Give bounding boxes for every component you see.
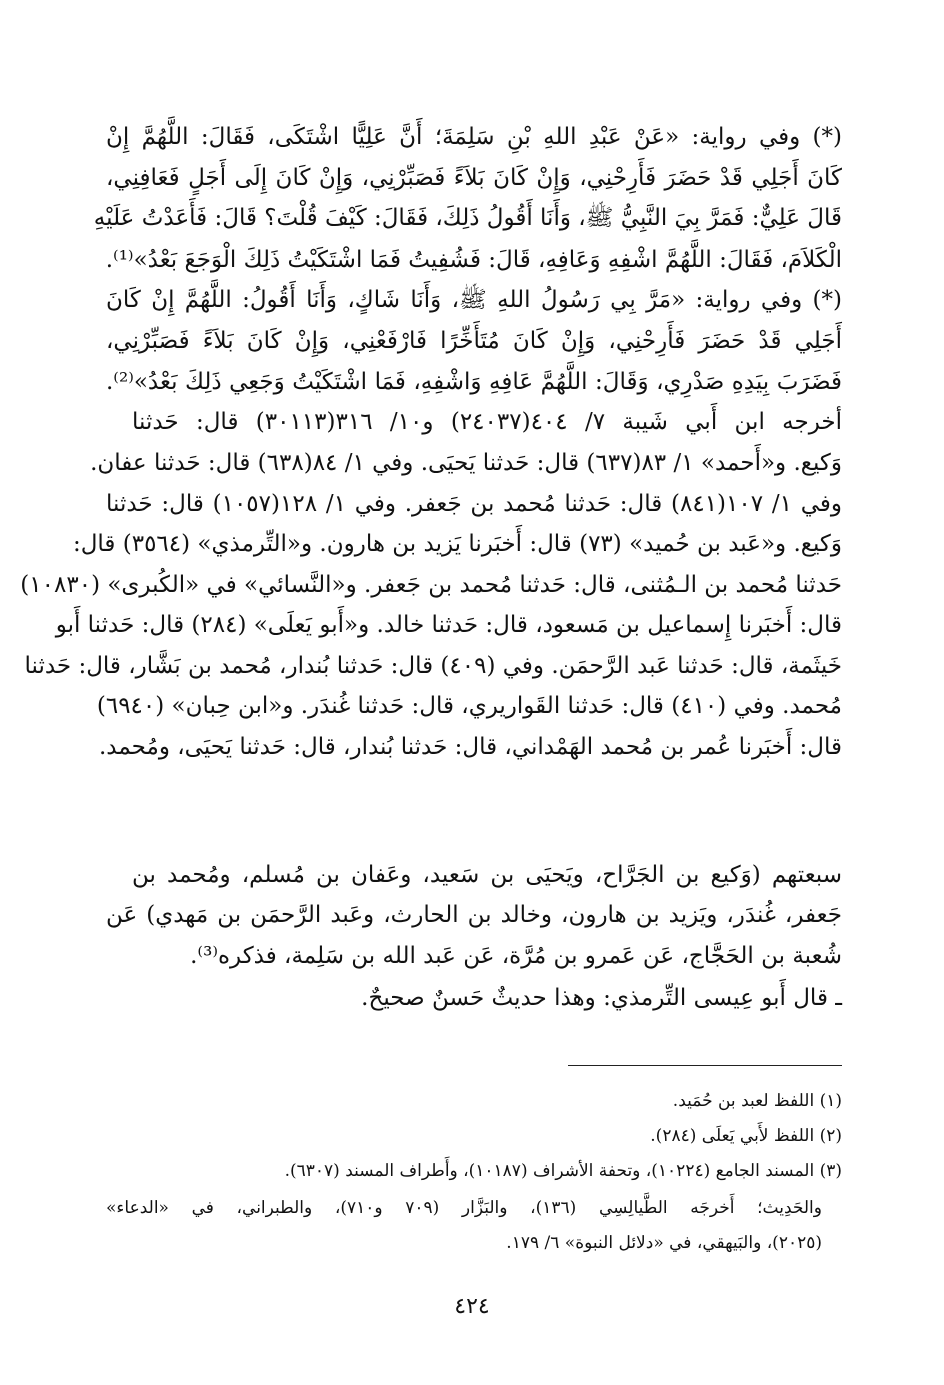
body-line: حَدثنا مُحمد بن الـمُثنى، قال: حَدثنا مُحمد بن جَعفر. و«النَّسائي» في «الكُبرى» (١٠٨٣٠)	[20, 572, 842, 598]
body-line: شُعبة بن الحَجَّاج، عَن عَمرو بن مُرَّة، عَن عَبد الله بن سَلِمة، فذكره⁽³⁾.	[190, 943, 842, 969]
footnote-divider	[568, 1065, 842, 1066]
body-line: أخرجه ابن أَبي شَيبة ٧/ ٤٠٤(٢٤٠٣٧) و١٠/ ٣١٦(٣٠١١٣) قال: حَدثنا	[132, 409, 843, 435]
body-line: وَكيع. و«أَحمد» ١/ ٨٣(٦٣٧) قال: حَدثنا يَحيَى. وفي ١/ ٨٤(٦٣٨) قال: حَدثنا عفان.	[90, 450, 842, 476]
page-number: ٤٢٤	[454, 1294, 490, 1319]
footnote: (٢) اللفظ لأَبي يَعلَى (٢٨٤).	[650, 1126, 842, 1146]
footnote: (٢٠٢٥)، والبَيهقي، في «دلائل النبوة» ٦/ ١٧٩.	[506, 1233, 822, 1253]
body-line: جَعفر، غُندَر، ويَزيد بن هارون، وخالد بن الحارث، وعَبد الرَّحمَن بن مَهدي) عَن	[106, 902, 842, 928]
body-line: فَضَرَبَ بِيَدِهِ صَدْرِي، وَقَالَ: اللَّهُمَّ عَافِهِ وَاشْفِهِ، فَمَا اشْتَكَيْتُ وَجَعِي ذَلِكَ بَعْدُ»⁽²⁾.	[106, 369, 842, 395]
body-line: (*) وفي رواية: «عَنْ عَبْدِ اللهِ بْنِ سَلِمَةَ؛ أَنَّ عَلِيًّا اشْتَكَى، فَقَالَ: اللَّهُمَّ إِنْ	[106, 124, 842, 150]
body-line: وَكيع. و«عَبد بن حُميد» (٧٣) قال: أَخبَرنا يَزيد بن هارون. و«التِّرمذي» (٣٥٦٤) قال:	[72, 531, 842, 557]
body-line: وفي ١/ ١٠٧(٨٤١) قال: حَدثنا مُحمد بن جَعفر. وفي ١/ ١٢٨(١٠٥٧) قال: حَدثنا	[106, 491, 842, 517]
body-line: سبعتهم (وَكيع بن الجَرَّاح، ويَحيَى بن سَعيد، وعَفان بن مُسلم، ومُحمد بن	[132, 862, 842, 888]
body-line: مُحمد. وفي (٤١٠) قال: حَدثنا القَواريري، قال: حَدثنا غُندَر. و«ابن حِبان» (٦٩٤٠)	[96, 693, 842, 719]
body-line: كَانَ أَجَلِي قَدْ حَضَرَ فَأَرِحْنِي، وَإِنْ كَانَ بَلاَءً فَصَبِّرْنِي، وَإِنْ كَانَ إِلَى أَجَلٍ فَعَافِنِي،	[106, 165, 843, 191]
body-line: (*) وفي رواية: «مَرَّ بِي رَسُولُ اللهِ ﷺ، وَأَنَا شَاكٍ، وَأَنَا أَقُولُ: اللَّهُمَّ إِنْ كَانَ	[106, 287, 842, 313]
body-line: ـ قال أَبو عِيسى التِّرمذي: وهذا حديثٌ حَسنٌ صحيحٌ.	[361, 985, 842, 1011]
body-line: قَالَ عَلِيٌّ: فَمَرَّ بِيَ النَّبِيُّ ﷺ، وَأَنَا أَقُولُ ذَلِكَ، فَقَالَ: كَيْفَ قُلْتَ؟ قَالَ: فَأَعَدْتُ عَلَيْهِ	[93, 205, 842, 231]
footnote: (٣) المسند الجامع (١٠٢٢٤)، وتحفة الأشراف (١٠١٨٧)، وأَطراف المسند (٦٣٠٧).	[284, 1161, 842, 1181]
body-line: أَجَلِي قَدْ حَضَرَ فَأَرِحْنِي، وَإِنْ كَانَ مُتَأَخِّرًا فَارْفَعْنِي، وَإِنْ كَانَ بَلاَءً فَصَبِّرْنِي،	[106, 328, 842, 354]
body-line: قال: أَخبَرنا إِسماعيل بن مَسعود، قال: حَدثنا خالد. و«أَبو يَعلَى» (٢٨٤) قال: حَدثنا أَبو	[55, 612, 842, 638]
footnote: والحَدِيث؛ أَخرجَه الطَّيالِسِي (١٣٦)، والبَزَّار (٧٠٩ و٧١٠)، والطبراني، في «الدعاء»	[106, 1198, 822, 1218]
body-line: خَيثَمة، قال: حَدثنا عَبد الرَّحمَن. وفي (٤٠٩) قال: حَدثنا بُندار، مُحمد بن بَشَّار، قال: حَدثنا	[24, 653, 842, 679]
footnote: (١) اللفظ لعبد بن حُمَيد.	[672, 1091, 842, 1111]
body-line: قال: أَخبَرنا عُمر بن مُحمد الهَمْداني، قال: حَدثنا بُندار، قال: حَدثنا يَحيَى، ومُحمد.	[98, 734, 842, 760]
body-line: الْكَلاَمَ، فَقَالَ: اللَّهُمَّ اشْفِهِ وَعَافِهِ، قَالَ: فَشُفِيتُ فَمَا اشْتَكَيْتُ ذَلِكَ الْوَجَعَ بَعْدُ»⁽¹⁾.	[105, 247, 842, 273]
